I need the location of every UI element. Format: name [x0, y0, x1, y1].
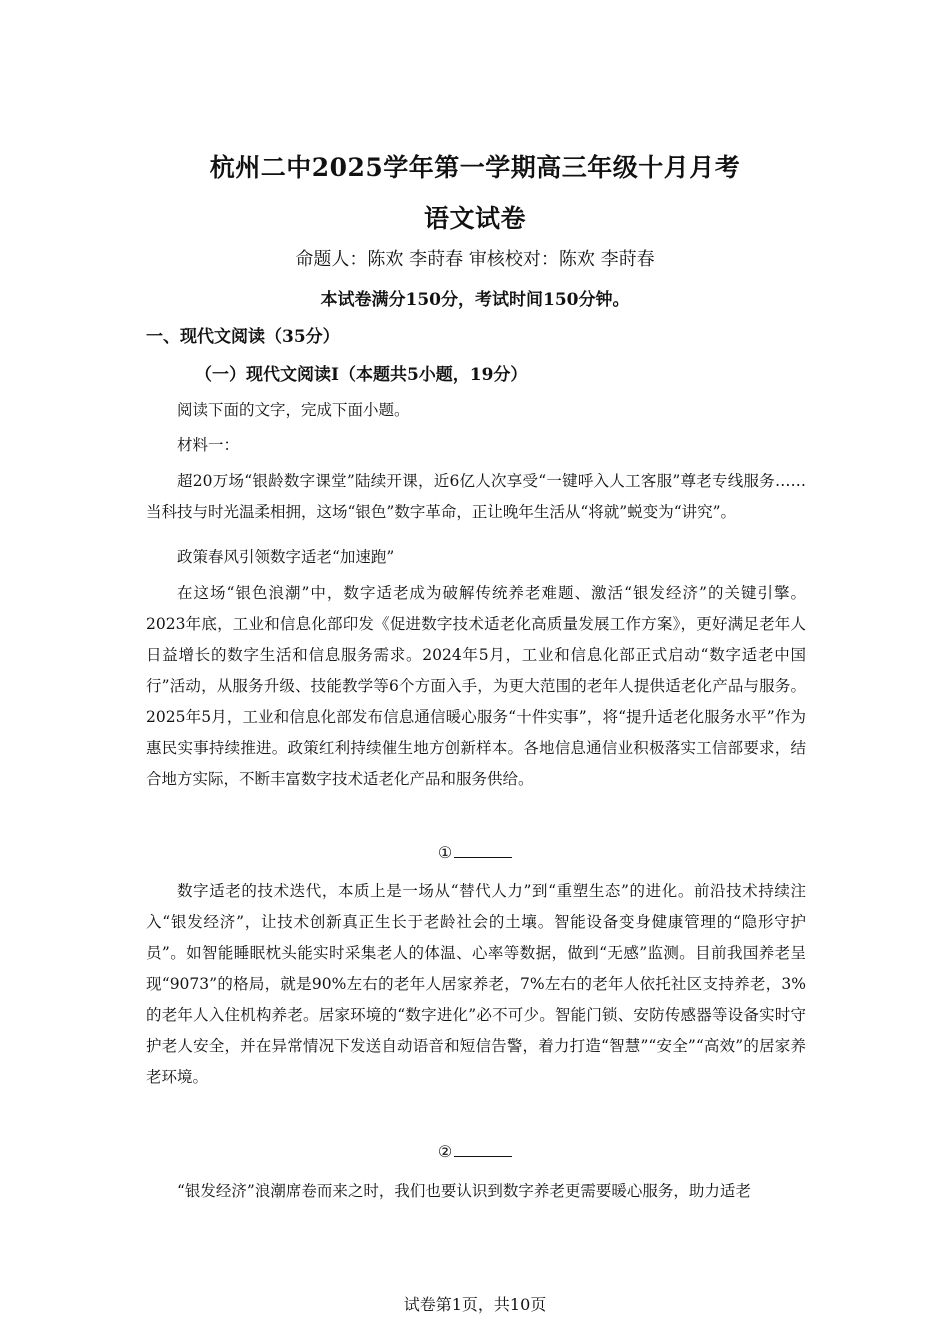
paragraph-1: 超20万场“银龄数字课堂”陆续开课，近6亿人次享受“一键呼入人工客服”尊老专线服务……当科技与时光温柔相拥，这场“银色”数字革命，正让晚年生活从“将就”蜕变为“讲究”。: [146, 472, 806, 521]
instruction-text: 阅读下面的文字，完成下面小题。: [177, 401, 410, 419]
exam-info: 本试卷满分150分，考试时间150分钟。: [320, 290, 630, 310]
exam-subtitle: 语文试卷: [423, 204, 526, 233]
exam-title: 杭州二中2025学年第一学期高三年级十月月考: [209, 153, 741, 182]
paragraph-2: 在这场“银色浪潮”中，数字适老成为破解传统养老难题、激活“银发经济”的关键引擎。2023年底，工业和信息化部印发《促进数字技术适老化高质量发展工作方案》，更好满足老年人日益增长的数字生活和信息服务需求。2024年5月，工业和信息化部正式启动“数字适老中国行”活动，从服务升级、技能教学等6个方面入手，为更大范围的老年人提供适老化产品与服务。2025年5月，工业和信息化部发布信息通信暖心服务“十件实事”，将“提升适老化服务水平”作为惠民实事持续推进。政策红利持续催生地方创新样本。各地信息通信业积极落实工信部要求，结合地方实际，不断丰富数字技术适老化产品和服务供给。: [146, 584, 806, 788]
blank-underline-2: [454, 1142, 512, 1157]
blank-number-1: ①: [437, 843, 453, 862]
blank-heading-2: [0, 1142, 950, 1161]
paragraph-4: “银发经济”浪潮席卷而来之时，我们也要认识到数字养老更需要暖心服务，助力适老: [177, 1182, 751, 1200]
paragraph-3: 数字适老的技术迭代，本质上是一场从“替代人力”到“重塑生态”的进化。前沿技术持续注入“银发经济”，让技术创新真正生长于老龄社会的土壤。智能设备变身健康管理的“隐形守护员”。如智能睡眠枕头能实时采集老人的体温、心率等数据，做到“无感”监测。目前我国养老呈现“9073”的格局，就是90%左右的老年人居家养老，7%左右的老年人依托社区支持养老，3%的老年人入住机构养老。居家环境的“数字进化”必不可少。智能门锁、安防传感器等设备实时守护老人安全，并在异常情况下发送自动语音和短信告警，着力打造“智慧”“安全”“高效”的居家养老环境。: [146, 882, 806, 1086]
paragraph-heading-policy: 政策春风引领数字适老“加速跑”: [177, 548, 395, 566]
subsection-heading: （一）现代文阅读I（本题共5小题，19分）: [195, 365, 528, 385]
section-heading: 一、现代文阅读（35分）: [146, 327, 340, 347]
blank-heading-1: [0, 843, 950, 862]
material-label: 材料一：: [177, 436, 240, 454]
page-footer: 试卷第1页，共10页: [403, 1295, 547, 1314]
blank-underline-1: [454, 843, 512, 858]
authors-line: 命题人：陈欢 李莳春 审核校对：陈欢 李莳春: [295, 249, 655, 270]
blank-number-2: ②: [437, 1142, 453, 1161]
